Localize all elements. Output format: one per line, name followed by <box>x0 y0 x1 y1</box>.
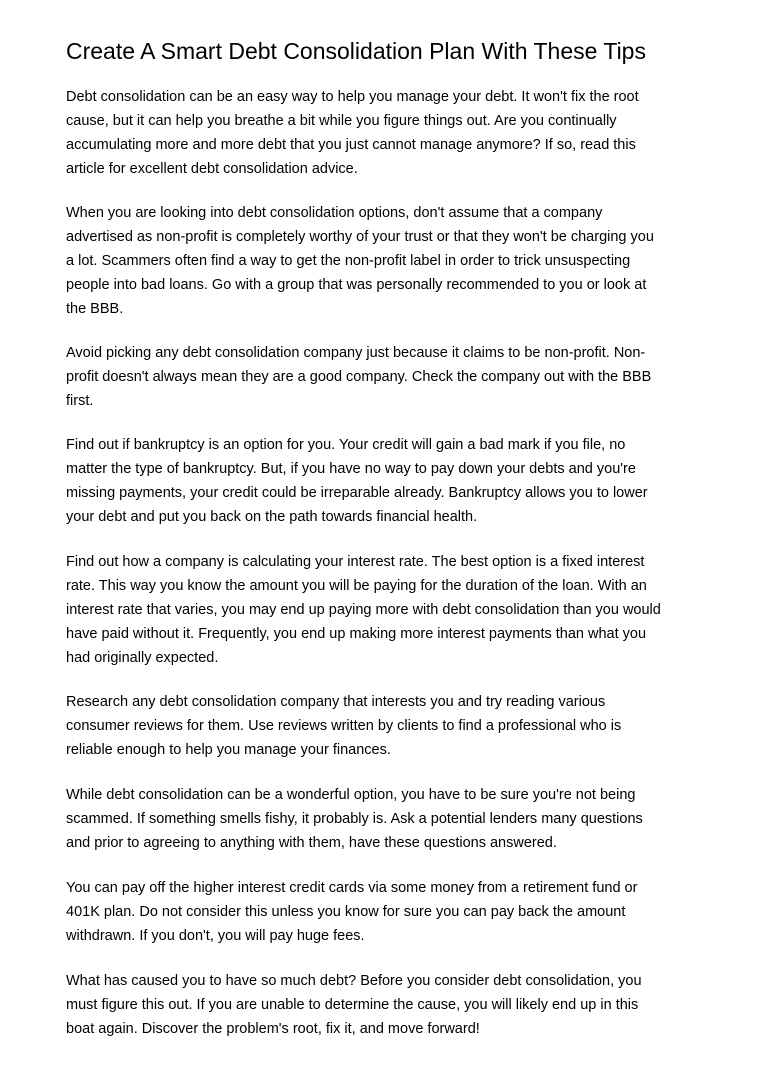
paragraph-line: You can pay off the higher interest credit cards via some money from a retirement fund or <box>66 880 638 896</box>
paragraph-line: withdrawn. If you don't, you will pay huge fees. <box>66 928 365 944</box>
paragraph-line: What has caused you to have so much debt? Before you consider debt consolidation, you <box>66 973 642 989</box>
paragraph-line: consumer reviews for them. Use reviews written by clients to find a professional who is <box>66 718 622 734</box>
paragraph-line: Debt consolidation can be an easy way to help you manage your debt. It won't fix the root <box>66 89 639 105</box>
paragraph-root-cause <box>66 969 642 1041</box>
paragraph-line: While debt consolidation can be a wonderful option, you have to be sure you're not being <box>66 787 636 803</box>
paragraph-scammed <box>66 783 643 855</box>
paragraph-line: had originally expected. <box>66 650 219 666</box>
paragraph-line: article for excellent debt consolidation advice. <box>66 161 358 177</box>
paragraph-line: Avoid picking any debt consolidation company just because it claims to be non-profit. Non- <box>66 345 646 361</box>
paragraph-intro <box>66 85 639 181</box>
paragraph-line: your debt and put you back on the path towards financial health. <box>66 509 478 525</box>
paragraph-line: cause, but it can help you breathe a bit while you figure things out. Are you continually <box>66 113 617 129</box>
paragraph-line: 401K plan. Do not consider this unless you know for sure you can pay back the amount <box>66 904 626 920</box>
paragraph-non-profit-warning <box>66 201 654 321</box>
paragraph-retirement-fund <box>66 876 637 948</box>
paragraph-avoid-picking <box>66 341 651 413</box>
paragraph-line: accumulating more and more debt that you just cannot manage anymore? If so, read this <box>66 137 636 153</box>
paragraph-line: and prior to agreeing to anything with them, have these questions answered. <box>66 835 557 851</box>
paragraph-research <box>66 690 621 762</box>
paragraph-line: scammed. If something smells fishy, it probably is. Ask a potential lenders many questions <box>66 811 643 827</box>
paragraph-interest-rate <box>66 550 661 670</box>
paragraph-line: a lot. Scammers often find a way to get the non-profit label in order to trick unsuspecting <box>66 253 631 269</box>
paragraph-line: boat again. Discover the problem's root, fix it, and move forward! <box>66 1021 480 1037</box>
paragraph-line: advertised as non-profit is completely worthy of your trust or that they won't be charging you <box>66 229 654 245</box>
paragraph-line: first. <box>66 393 94 409</box>
paragraph-line: Find out how a company is calculating your interest rate. The best option is a fixed interest <box>66 554 645 570</box>
document-title: Create A Smart Debt Consolidation Plan With These Tips <box>66 38 646 64</box>
paragraph-line: Find out if bankruptcy is an option for you. Your credit will gain a bad mark if you file, no <box>66 437 626 453</box>
paragraph-line: When you are looking into debt consolidation options, don't assume that a company <box>66 205 603 221</box>
paragraph-line: missing payments, your credit could be irreparable already. Bankruptcy allows you to lower <box>66 485 648 501</box>
paragraph-line: must figure this out. If you are unable to determine the cause, you will likely end up in this <box>66 997 639 1013</box>
paragraph-line: Research any debt consolidation company that interests you and try reading various <box>66 694 606 710</box>
paragraph-line: reliable enough to help you manage your finances. <box>66 742 391 758</box>
paragraph-bankruptcy <box>66 433 648 529</box>
paragraph-line: rate. This way you know the amount you will be paying for the duration of the loan. With an <box>66 578 647 594</box>
paragraph-line: people into bad loans. Go with a group that was personally recommended to you or look at <box>66 277 647 293</box>
paragraph-line: have paid without it. Frequently, you end up making more interest payments than what you <box>66 626 647 642</box>
paragraph-line: profit doesn't always mean they are a good company. Check the company out with the BBB <box>66 369 652 385</box>
paragraph-line: the BBB. <box>66 301 124 317</box>
paragraph-line: matter the type of bankruptcy. But, if you have no way to pay down your debts and you're <box>66 461 636 477</box>
paragraph-line: interest rate that varies, you may end up paying more with debt consolidation than you would <box>66 602 661 618</box>
